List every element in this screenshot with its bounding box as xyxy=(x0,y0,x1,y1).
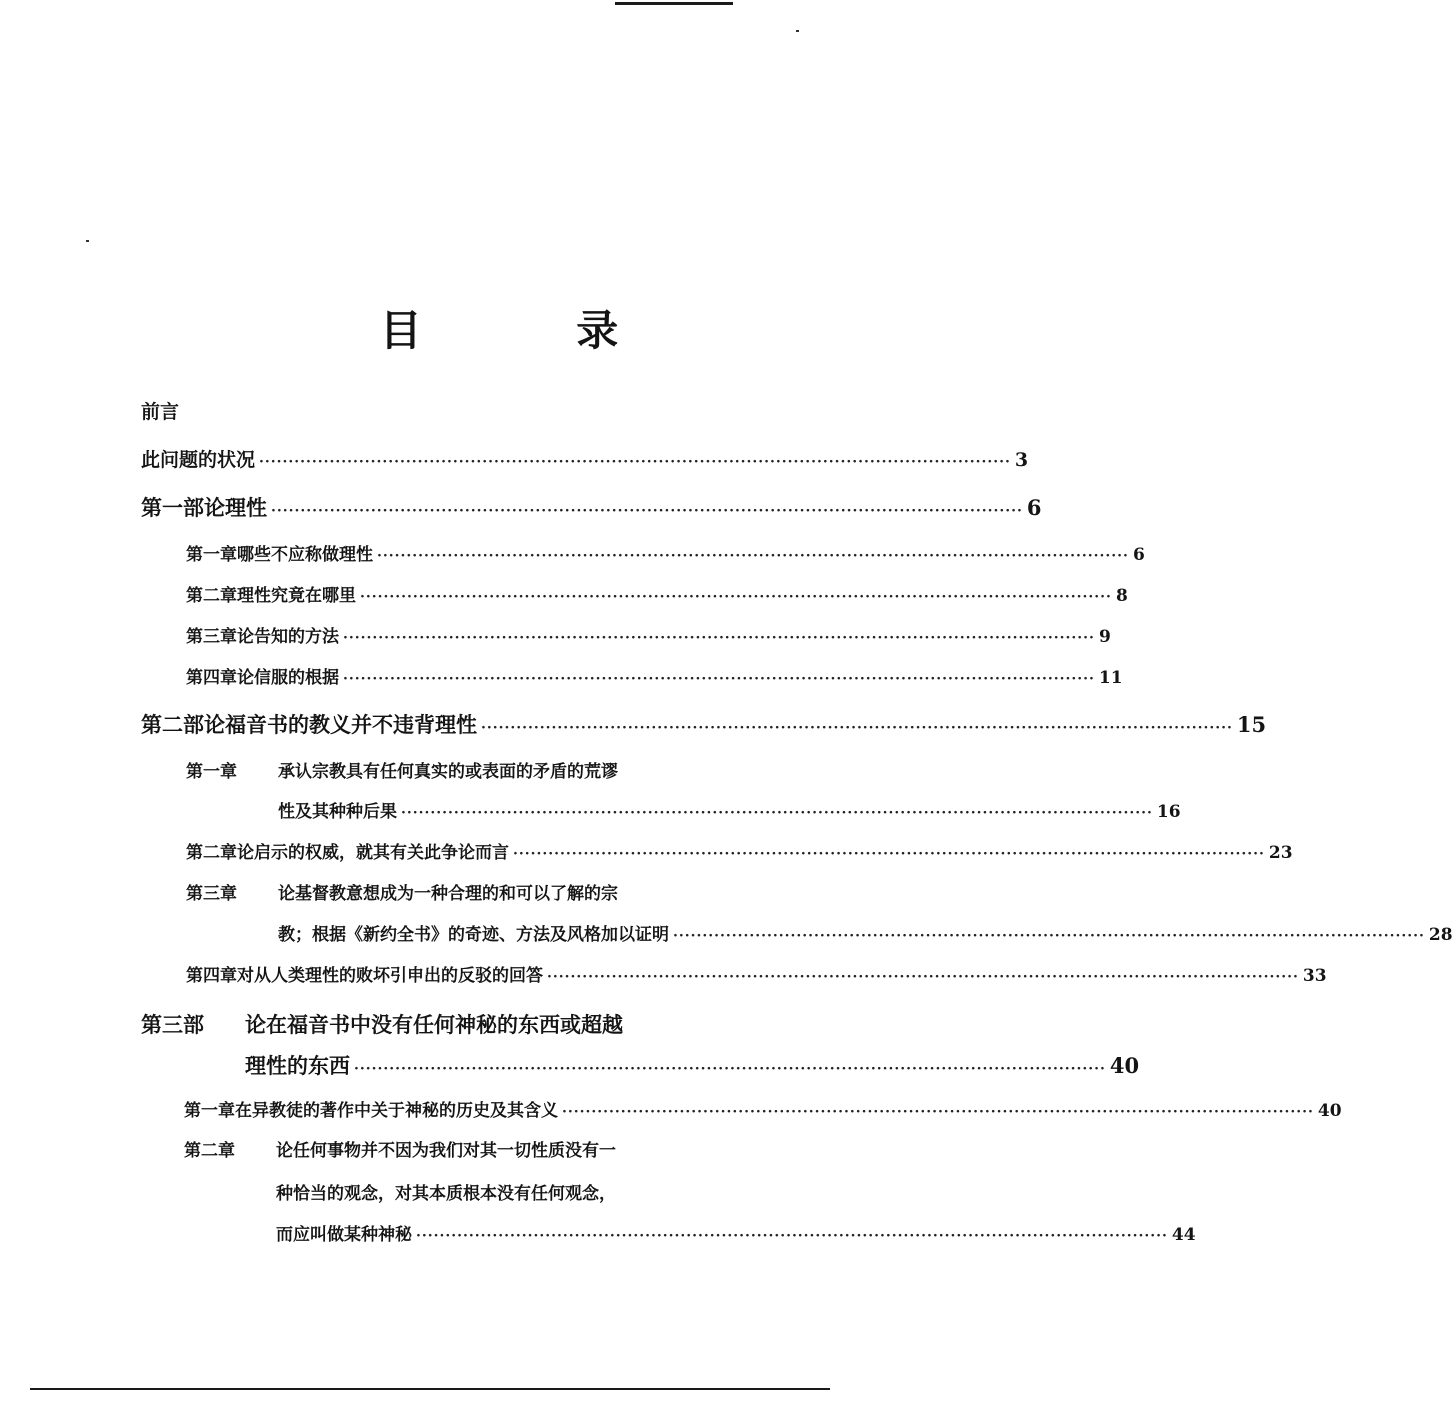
toc-part3-chapter-1[interactable] xyxy=(184,1096,1342,1121)
toc-part-3[interactable] xyxy=(141,1009,869,1039)
part-label: 第一部 xyxy=(141,495,204,520)
part-label: 第三部 xyxy=(141,1012,204,1037)
chapter-title-line-1: 论任何事物并不因为我们对其一切性质没有一 xyxy=(276,1141,616,1161)
leader-dots: ································································································································ xyxy=(271,503,1023,519)
leader-dots: ································································································································ xyxy=(562,1104,1314,1120)
part-title-line-2: 理性的东西 xyxy=(245,1053,350,1078)
toc-part-1[interactable] xyxy=(141,492,1042,522)
bottom-edge-rule xyxy=(30,1388,830,1390)
page-number: 9 xyxy=(1099,627,1111,647)
chapter-label: 第三章 xyxy=(186,884,237,904)
chapter-title: 论启示的权威，就其有关此争论而言 xyxy=(237,843,509,863)
scan-speck xyxy=(86,240,89,242)
page-number: 33 xyxy=(1302,966,1327,986)
chapter-title: 论信服的根据 xyxy=(237,668,339,688)
chapter-label: 第二章 xyxy=(184,1141,235,1161)
preface-title: 前言 xyxy=(141,401,180,423)
toc-part2-chapter-3[interactable] xyxy=(186,879,869,904)
chapter-label: 第三章 xyxy=(186,627,237,647)
chapter-label: 第四章 xyxy=(186,668,237,688)
part-title: 论理性 xyxy=(204,495,267,520)
part-label: 第二部 xyxy=(141,712,204,737)
leader-dots: ································································································································ xyxy=(343,630,1095,646)
leader-dots: ································································································································ xyxy=(377,548,1129,564)
page-number: 40 xyxy=(1109,1053,1140,1078)
leader-dots: ································································································································ xyxy=(360,589,1112,605)
leader-dots: ································································································································ xyxy=(343,671,1095,687)
leader-dots: ································································································································ xyxy=(354,1061,1106,1077)
scan-speck xyxy=(796,30,799,32)
toc-part3-chapter-2-cont[interactable] xyxy=(276,1220,1196,1245)
chapter-title: 理性究竟在哪里 xyxy=(237,586,356,606)
chapter-title-line-2: 性及其种种后果 xyxy=(278,802,397,822)
chapter-title: 论告知的方法 xyxy=(237,627,339,647)
toc-part2-chapter-3-cont[interactable] xyxy=(278,920,1453,945)
status-title: 此问题的状况 xyxy=(141,449,256,471)
toc-part3-chapter-2[interactable] xyxy=(184,1136,869,1161)
toc-preface xyxy=(141,397,179,424)
leader-dots: ································································································································ xyxy=(481,720,1233,736)
part-title: 论福音书的教义并不违背理性 xyxy=(204,712,477,737)
top-edge-rule xyxy=(615,2,733,5)
toc-part2-chapter-2[interactable] xyxy=(186,838,1293,863)
page-number: 11 xyxy=(1098,668,1123,688)
chapter-label: 第一章 xyxy=(186,762,237,782)
chapter-title-line-1: 论基督教意想成为一种合理的和可以了解的宗 xyxy=(278,884,618,904)
toc-part1-chapter-2[interactable] xyxy=(186,581,1128,606)
chapter-title-line-2: 教；根据《新约全书》的奇迹、方法及风格加以证明 xyxy=(278,925,669,945)
chapter-title: 对从人类理性的败坏引申出的反驳的回答 xyxy=(237,966,543,986)
chapter-title-line-2: 种恰当的观念，对其本质根本没有任何观念， xyxy=(276,1184,616,1204)
page-number: 23 xyxy=(1268,843,1293,863)
page-number: 6 xyxy=(1026,495,1042,520)
toc-part-2[interactable] xyxy=(141,709,1267,739)
toc-part1-chapter-1[interactable] xyxy=(186,540,1145,565)
chapter-title-line-3: 而应叫做某种神秘 xyxy=(276,1225,412,1245)
chapter-label: 第一章 xyxy=(186,545,237,565)
leader-dots: ································································································································ xyxy=(416,1228,1168,1244)
leader-dots: ································································································································ xyxy=(259,454,1011,470)
page-number: 16 xyxy=(1156,802,1181,822)
page-number: 40 xyxy=(1317,1101,1342,1121)
chapter-title-line-1: 承认宗教具有任何真实的或表面的矛盾的荒谬 xyxy=(278,762,618,782)
toc-part2-chapter-1[interactable] xyxy=(186,757,869,782)
chapter-label: 第一章 xyxy=(184,1101,235,1121)
chapter-label: 第二章 xyxy=(186,586,237,606)
leader-dots: ································································································································ xyxy=(401,805,1153,821)
page-number: 15 xyxy=(1236,712,1267,737)
page-number: 8 xyxy=(1116,586,1128,606)
toc-part2-chapter-1-cont[interactable] xyxy=(278,797,1181,822)
chapter-title: 在异教徒的著作中关于神秘的历史及其含义 xyxy=(235,1101,558,1121)
leader-dots: ································································································································ xyxy=(513,846,1265,862)
page-title: 目 录 xyxy=(379,306,689,355)
toc-entry-status[interactable] xyxy=(141,445,1029,472)
toc-part1-chapter-3[interactable] xyxy=(186,622,1111,647)
toc-part2-chapter-4[interactable] xyxy=(186,961,1327,986)
chapter-label: 第二章 xyxy=(186,843,237,863)
page-number: 44 xyxy=(1171,1225,1196,1245)
part-title-line-1: 论在福音书中没有任何神秘的东西或超越 xyxy=(245,1012,623,1037)
toc-part1-chapter-4[interactable] xyxy=(186,663,1123,688)
toc-part-3-cont[interactable] xyxy=(245,1050,1140,1080)
page-number: 28 xyxy=(1428,925,1453,945)
chapter-label: 第四章 xyxy=(186,966,237,986)
leader-dots: ································································································································ xyxy=(673,928,1425,944)
page-number: 3 xyxy=(1014,449,1029,471)
page-number: 6 xyxy=(1133,545,1145,565)
chapter-title: 哪些不应称做理性 xyxy=(237,545,373,565)
leader-dots: ································································································································ xyxy=(547,969,1299,985)
